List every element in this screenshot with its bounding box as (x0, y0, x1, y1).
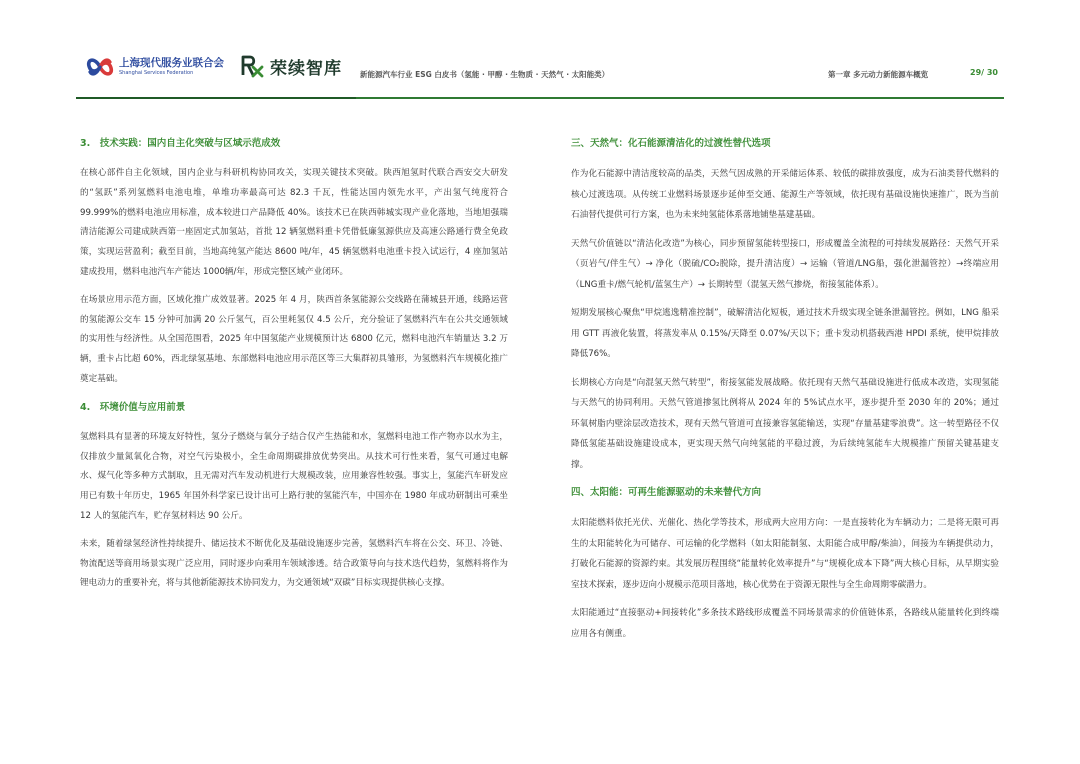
section-heading-natural-gas: 三、天然气：化石能源清洁化的过渡性替代选项 (571, 138, 771, 149)
paragraph: 在核心部件自主化领域，国内企业与科研机构协同攻关，实现关键技术突破。陕西旭氢时代联合西安交大研发的“氢跃”系列氢燃料电池电堆，单堆功率最高可达 82.3 千瓦，性能达国内领先水平，产出氢气纯度符合 99.999%的燃料电池应用标准，成本较进口产品降低 40%。该技术已在陕西韩城实现产业化落地，当地旭强瑞清洁能源公司建成陕西第一座固定式加氢站，首批 12 辆氢燃料重卡凭借低廉氢源供应及高速公路通行费全免政策，实现运营盈利；截至目前，当地高纯氢产能达 8600 吨/年，45 辆氢燃料电池重卡投入试运行，4 座加氢站建成投用，燃料电池汽车产能达 1000辆/年，形成完整区域产业闭环。 (80, 168, 508, 277)
org-name-en: Shanghai Services Federation (119, 70, 194, 76)
brand-name: 荣续智库 (270, 58, 342, 79)
section-heading-tech-practice: 3. 技术实践：国内自主化突破与区域示范成效 (80, 138, 281, 149)
paragraph: 短期发展核心聚焦“甲烷逃逸精准控制”，破解清洁化短板，通过技术升级实现全链条泄漏管控。例如，LNG 船采用 GTT 再液化装置，将蒸发率从 0.15%/天降至 0.07%/天以下；重卡发动机搭载西港 HPDI 系统，使甲烷排放降低76%。 (571, 308, 999, 359)
paragraph: 氢燃料具有显著的环境友好特性，氢分子燃烧与氧分子结合仅产生热能和水，氢燃料电池工作产物亦以水为主，仅排放少量氮氧化合物，对空气污染极小，全生命周期碳排放优势突出。从技术可行性来看，氢气可通过电解水、煤气化等多种方式制取，且无需对汽车发动机进行大规模改装，应用兼容性较强。事实上，氢能汽车研发应用已有数十年历史，1965 年国外科学家已设计出可上路行驶的氢能汽车，中国亦在 1980 年成功研制出可乘坐 12 人的氢能汽车，贮存氢材料达 90 公斤。 (80, 431, 508, 521)
chapter-title: 第一章 多元动力新能源车概览 (828, 70, 929, 79)
paragraph: 天然气价值链以“清洁化改造”为核心，同步预留氢能转型接口，形成覆盖全流程的可持续发展路径：天然气开采（页岩气/伴生气）→ 净化（脱硫/CO₂脱除，提升清洁度）→ 运输（管道/LNG船，强化泄漏管控）→终端应用（LNG重卡/燃气轮机/蓝氢生产）→ 长期转型（混氢天然气掺烧，衔接氢能体系）。 (571, 238, 999, 290)
paragraph: 作为化石能源中清洁度较高的品类，天然气因成熟的开采储运体系、较低的碳排放强度，成为石油类替代燃料的核心过渡选项。从传统工业燃料场景逐步延伸至交通、能源生产等领域，依托现有基础设施快速推广，既为当前石油替代提供可行方案，也为未来纯氢能体系落地铺垫基建基础。 (571, 169, 999, 220)
org-name: 上海现代服务业联合会 (119, 57, 224, 69)
rx-logo-icon (240, 54, 264, 78)
brand-logo (240, 50, 342, 82)
paragraph: 太阳能燃料依托光伏、光催化、热化学等技术，形成两大应用方向：一是直接转化为车辆动力；二是将无限可再生的太阳能转化为可储存、可运输的化学燃料（如太阳能制氢、太阳能合成甲醇/柴油），间接为车辆提供动力，打破化石能源的资源约束。其发展历程围绕“能量转化效率提升”与“规模化成本下降”两大核心目标，从早期实验室技术探索，逐步迈向小规模示范项目落地，核心优势在于资源无限性与全生命周期零碳潜力。 (571, 518, 999, 590)
paragraph: 长期核心方向是“向混氢天然气转型”，衔接氢能发展战略。依托现有天然气基础设施进行低成本改造，实现氢能与天然气的协同利用。天然气管道掺氢比例将从 2024 年的 5%试点水平，逐步提升至 2030 年的 20%；通过环氧树脂内壁涂层改造技术，现有天然气管道可直接兼容氢能输送，实现“存量基建零浪费”。这一转型路径不仅降低氢能基础设施建设成本，更实现天然气向纯氢能的平稳过渡，为后续纯氢能车大规模推广预留关键基建支撑。 (571, 377, 999, 470)
left-column (80, 134, 508, 602)
paragraph: 在场景应用示范方面，区域化推广成效显著。2025 年 4 月，陕西首条氢能源公交线路在蒲城县开通，线路运营的氢能源公交车 15 分钟可加满 20 公斤氢气，百公里耗氢仅 4.5 公斤，充分验证了氢燃料汽车在公共交通领域的实用性与经济性。从全国范围看，2025 年中国氢能产业规模预计达 6800 亿元，燃料电池汽车销量达 3.2 万辆，重卡占比超 60%，西北绿氢基地、东部燃料电池应用示范区等三大集群初具雏形，为氢燃料汽车规模化推广奠定基础。 (80, 294, 508, 384)
document-title: 新能源汽车行业 ESG 白皮书（氢能 · 甲醇 · 生物质 · 天然气 · 太阳能类） (360, 70, 610, 79)
ssf-logo (86, 52, 236, 82)
header-divider-accent (76, 97, 356, 99)
paragraph: 太阳能通过“直接驱动+间接转化”多条技术路线形成覆盖不同场景需求的价值链体系，各路线从能量转化到终端应用各有侧重。 (571, 608, 999, 639)
ssf-emblem-icon (86, 54, 114, 80)
page-number: 29/ 30 (970, 68, 998, 77)
section-heading-environment: 4. 环境价值与应用前景 (80, 401, 186, 413)
paragraph: 未来，随着绿氢经济性持续提升、储运技术不断优化及基础设施逐步完善，氢燃料汽车将在公交、环卫、冷链、物流配送等商用场景实现广泛应用，同时逐步向乘用车领域渗透。结合政策导向与技术迭代趋势，氢燃料将作为锂电动力的重要补充，将与其他新能源技术协同发力，为交通领域“双碳”目标实现提供核心支撑。 (80, 538, 508, 589)
section-heading-solar: 四、太阳能：可再生能源驱动的未来替代方向 (571, 487, 762, 498)
right-column (571, 134, 999, 652)
page-header (0, 0, 1080, 96)
